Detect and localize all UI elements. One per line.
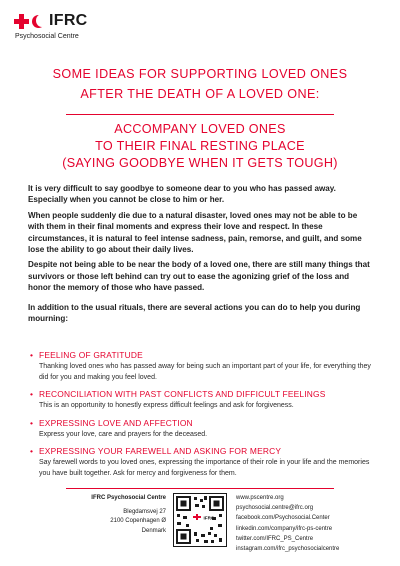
section-subtitle [0, 121, 400, 172]
footer-street: Blegdamsvej 27 [123, 508, 166, 515]
footer-links [236, 493, 339, 554]
facebook-link[interactable]: facebook.com/Psychosocial.Center [236, 515, 330, 522]
subtitle-line-3: (SAYING GOODBYE WHEN IT GETS TOUGH) [62, 156, 338, 170]
body-paragraph-3: Despite not being able to be near the body of a loved one, there are still many things that survivors or those left behind can try out to ease the agonizing grief of the loss and honor the memory of those who have passed. [28, 260, 370, 293]
bullet-icon: • [30, 446, 33, 457]
twitter-link[interactable]: twitter.com/IFRC_PS_Centre [236, 535, 314, 542]
list-item [30, 418, 376, 441]
logo-text: IFRC [49, 12, 88, 29]
list-item [30, 389, 376, 412]
action-title: EXPRESSING YOUR FAREWELL AND ASKING FOR MERCY [39, 446, 282, 457]
footer-org-name: IFRC Psychosocial Centre [91, 495, 166, 501]
title-line-1: SOME IDEAS FOR SUPPORTING LOVED ONES [52, 67, 348, 81]
footer-country: Denmark [141, 527, 166, 534]
action-title: EXPRESSING LOVE AND AFFECTION [39, 417, 193, 428]
instagram-link[interactable]: instagram.com/ifrc_psychosocialcentre [236, 546, 340, 553]
qr-logo-text: IFRC [203, 515, 215, 521]
bullet-icon: • [30, 417, 33, 428]
red-crescent-icon [32, 15, 45, 28]
body-text [28, 183, 374, 328]
title-divider [66, 114, 334, 115]
list-item [30, 446, 376, 479]
footer-city: 2100 Copenhagen Ø [110, 518, 166, 525]
qr-code[interactable] [173, 493, 227, 547]
action-description: Express your love, care and prayers for the deceased. [39, 430, 208, 438]
footer-address [80, 494, 166, 536]
email-link[interactable]: psychosocial.centre@ifrc.org [236, 505, 314, 512]
body-paragraph-1: It is very difficult to say goodbye to someone dear to you who has passed away. Especially when you cannot be close to him or her. [28, 184, 336, 205]
actions-list [30, 350, 376, 486]
action-title: RECONCILIATION WITH PAST CONFLICTS AND DIFFICULT FEELINGS [39, 389, 326, 400]
red-cross-icon [14, 14, 29, 29]
page-title [0, 64, 400, 104]
footer-divider [66, 488, 334, 489]
action-description: Thanking loved ones who has passed away for being such an important part of your life, for everything they did for you and making you feel loved. [39, 363, 371, 381]
subtitle-line-1: ACCOMPANY LOVED ONES [114, 122, 286, 136]
linkedin-link[interactable]: linkedin.com/company/ifrc-ps-centre [236, 525, 333, 532]
ifrc-logo[interactable] [14, 12, 88, 30]
list-item [30, 350, 376, 383]
action-title: FEELING OF GRATITUDE [39, 350, 143, 360]
action-description: This is an opportunity to honestly express difficult feelings and ask for forgiveness. [39, 402, 294, 410]
subtitle-line-2: TO THEIR FINAL RESTING PLACE [95, 139, 305, 153]
header [14, 12, 88, 40]
title-line-2: AFTER THE DEATH OF A LOVED ONE: [80, 87, 320, 101]
action-description: Say farewell words to you loved ones, expressing the importance of their role in your life and the memories you have built together. Ask for mercy and forgiveness for them. [39, 459, 370, 477]
body-paragraph-2: When people suddenly die due to a natural disaster, loved ones may not be able to be with them in their final moments and express their love and respect. In these circumstances, it is natural to feel intense sadness, pain, remorse, and guilt, and some lose the ability to go about their daily lives. [28, 210, 362, 255]
qr-code-icon [174, 494, 226, 546]
body-paragraph-4: In addition to the usual rituals, there are several actions you can do to help you during mourning: [28, 302, 361, 324]
bullet-icon: • [30, 389, 33, 400]
website-link[interactable]: www.pscentre.org [236, 495, 284, 501]
bullet-icon: • [30, 350, 33, 360]
logo-subtitle: Psychosocial Centre [15, 33, 79, 40]
